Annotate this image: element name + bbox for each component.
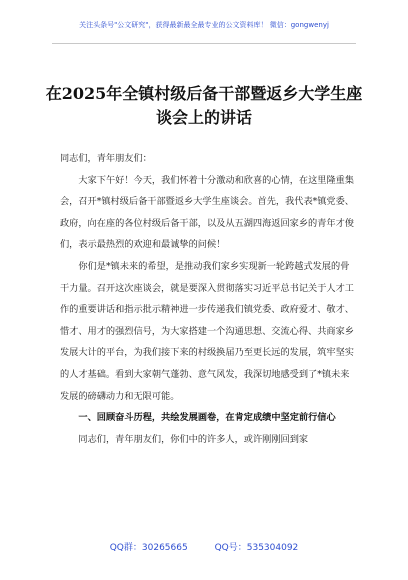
greeting: 同志们，青年朋友们：: [60, 153, 152, 164]
footer-qq-number: QQ号：535304092: [214, 543, 299, 553]
paragraph-1: 大家下午好！今天，我们怀着十分激动和欣喜的心情，在这里隆重集会，召开*镇村级后备干部暨返乡大学生座谈会。首先，我代表*镇党委、政府，向在座的各位村级后备干部，以及从五湖四海返回家乡的青年才俊们，表示最热烈的欢迎和最诚挚的问候！: [60, 174, 355, 251]
paragraph-2: 你们是*镇未来的希望，是推动我们家乡实现新一轮跨越式发展的骨干力量。召开这次座谈会，就是要深入贯彻落实习近平总书记关于人才工作的重要讲话和指示批示精神进一步传递我们镇党委、政府爱才、敬才、惜才、用才的强烈信号，为大家搭建一个沟通思想、交流心得、共商家乡发展大计的平台，为我们接下来的村级换届乃至更长远的发展，筑牢坚实的人才基础。看到大家朝气蓬勃、意气风发，我深切地感受到了*镇未来发展的磅礴动力和无限可能。: [60, 260, 354, 402]
footer: [0, 540, 408, 553]
section-heading: 一、回顾奋斗历程，共绘发展画卷，在肯定成绩中坚定前行信心: [78, 412, 336, 424]
header-divider: [52, 43, 356, 44]
document-title: 在2025年全镇村级后备干部暨返乡大学生座谈会上的讲话: [45, 84, 363, 127]
document-body: [60, 148, 358, 450]
footer-qq-group: QQ群：30265665: [109, 543, 188, 553]
paragraph-3: 同志们，青年朋友们，你们中的许多人，或许刚刚回到家: [78, 433, 309, 445]
header-banner: 关注头条号"公文研究"，获得最新最全最专业的公文资料库！ 微信：gongwenyj: [79, 21, 329, 29]
